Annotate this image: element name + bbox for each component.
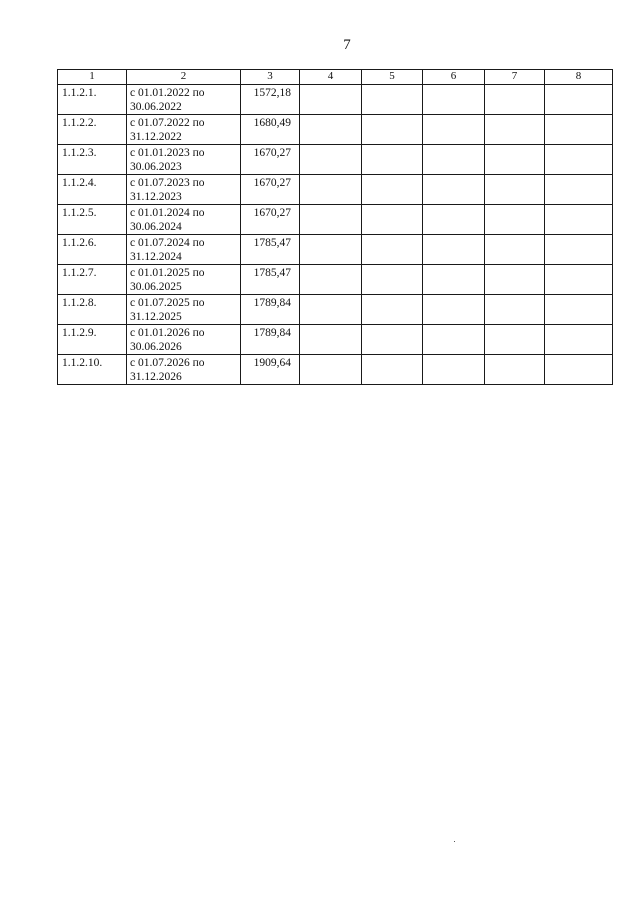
empty-cell	[545, 355, 613, 385]
empty-cell	[485, 355, 545, 385]
empty-cell	[545, 235, 613, 265]
empty-cell	[300, 265, 362, 295]
tariff-table	[57, 69, 613, 385]
header-row	[58, 70, 613, 85]
empty-cell	[423, 355, 485, 385]
empty-cell	[485, 205, 545, 235]
tariff-value-cell: 1670,27	[241, 145, 300, 175]
empty-cell	[485, 265, 545, 295]
period-cell: с 01.07.2022 по 31.12.2022	[127, 115, 241, 145]
empty-cell	[485, 115, 545, 145]
empty-cell	[545, 85, 613, 115]
header-cell-6: 6	[423, 70, 485, 85]
empty-cell	[362, 325, 423, 355]
empty-cell	[362, 115, 423, 145]
header-cell-8: 8	[545, 70, 613, 85]
period-cell: с 01.01.2024 по 30.06.2024	[127, 205, 241, 235]
scan-speck	[454, 841, 455, 842]
empty-cell	[362, 235, 423, 265]
empty-cell	[423, 295, 485, 325]
empty-cell	[300, 145, 362, 175]
table-row	[58, 115, 613, 145]
header-cell-7: 7	[485, 70, 545, 85]
empty-cell	[300, 115, 362, 145]
header-cell-5: 5	[362, 70, 423, 85]
empty-cell	[362, 265, 423, 295]
table-row	[58, 295, 613, 325]
empty-cell	[300, 235, 362, 265]
tariff-value-cell: 1680,49	[241, 115, 300, 145]
empty-cell	[545, 205, 613, 235]
empty-cell	[485, 295, 545, 325]
period-cell: с 01.07.2025 по 31.12.2025	[127, 295, 241, 325]
empty-cell	[423, 85, 485, 115]
table-body	[58, 85, 613, 385]
period-cell: с 01.01.2022 по 30.06.2022	[127, 85, 241, 115]
empty-cell	[300, 355, 362, 385]
empty-cell	[485, 85, 545, 115]
row-number-cell: 1.1.2.1.	[58, 85, 127, 115]
empty-cell	[423, 115, 485, 145]
empty-cell	[362, 145, 423, 175]
row-number-cell: 1.1.2.6.	[58, 235, 127, 265]
tariff-value-cell: 1670,27	[241, 175, 300, 205]
period-cell: с 01.01.2023 по 30.06.2023	[127, 145, 241, 175]
empty-cell	[423, 325, 485, 355]
header-cell-3: 3	[241, 70, 300, 85]
empty-cell	[545, 265, 613, 295]
table-row	[58, 205, 613, 235]
period-cell: с 01.07.2026 по 31.12.2026	[127, 355, 241, 385]
row-number-cell: 1.1.2.9.	[58, 325, 127, 355]
header-cell-2: 2	[127, 70, 241, 85]
tariff-value-cell: 1572,18	[241, 85, 300, 115]
row-number-cell: 1.1.2.7.	[58, 265, 127, 295]
table-header	[58, 70, 613, 85]
empty-cell	[362, 175, 423, 205]
table-row	[58, 265, 613, 295]
period-cell: с 01.01.2025 по 30.06.2025	[127, 265, 241, 295]
table-row	[58, 145, 613, 175]
empty-cell	[362, 355, 423, 385]
row-number-cell: 1.1.2.2.	[58, 115, 127, 145]
empty-cell	[545, 325, 613, 355]
row-number-cell: 1.1.2.4.	[58, 175, 127, 205]
tariff-value-cell: 1670,27	[241, 205, 300, 235]
table-row	[58, 355, 613, 385]
empty-cell	[545, 295, 613, 325]
period-cell: с 01.07.2024 по 31.12.2024	[127, 235, 241, 265]
empty-cell	[423, 235, 485, 265]
tariff-value-cell: 1785,47	[241, 235, 300, 265]
empty-cell	[545, 145, 613, 175]
empty-cell	[423, 265, 485, 295]
empty-cell	[362, 205, 423, 235]
page-number: 7	[343, 37, 351, 53]
period-cell: с 01.07.2023 по 31.12.2023	[127, 175, 241, 205]
empty-cell	[300, 85, 362, 115]
table-row	[58, 85, 613, 115]
empty-cell	[485, 175, 545, 205]
empty-cell	[300, 175, 362, 205]
empty-cell	[423, 145, 485, 175]
row-number-cell: 1.1.2.3.	[58, 145, 127, 175]
empty-cell	[485, 325, 545, 355]
empty-cell	[485, 145, 545, 175]
empty-cell	[545, 175, 613, 205]
row-number-cell: 1.1.2.8.	[58, 295, 127, 325]
empty-cell	[423, 205, 485, 235]
period-cell: с 01.01.2026 по 30.06.2026	[127, 325, 241, 355]
tariff-value-cell: 1785,47	[241, 265, 300, 295]
tariff-value-cell: 1789,84	[241, 325, 300, 355]
table-row	[58, 325, 613, 355]
row-number-cell: 1.1.2.5.	[58, 205, 127, 235]
empty-cell	[300, 205, 362, 235]
empty-cell	[485, 235, 545, 265]
empty-cell	[545, 115, 613, 145]
empty-cell	[362, 295, 423, 325]
row-number-cell: 1.1.2.10.	[58, 355, 127, 385]
table-row	[58, 235, 613, 265]
empty-cell	[300, 325, 362, 355]
empty-cell	[423, 175, 485, 205]
table-row	[58, 175, 613, 205]
tariff-value-cell: 1789,84	[241, 295, 300, 325]
header-cell-1: 1	[58, 70, 127, 85]
empty-cell	[300, 295, 362, 325]
header-cell-4: 4	[300, 70, 362, 85]
tariff-value-cell: 1909,64	[241, 355, 300, 385]
empty-cell	[362, 85, 423, 115]
